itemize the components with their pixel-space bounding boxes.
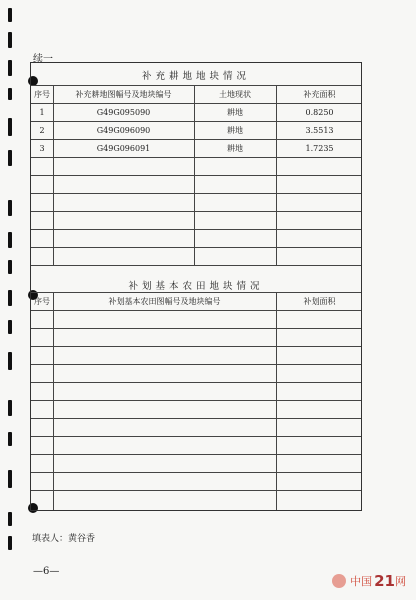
table1-row2-index: 2 [39,126,45,135]
binding-mark [8,352,12,370]
table1-row1-area: 0.8250 [305,108,334,117]
watermark-suffix: 网 [395,575,406,588]
binding-mark [8,8,12,22]
binding-mark [8,60,12,76]
binding-mark [8,432,12,446]
binding-mark [8,32,12,48]
table1-row3-index: 3 [39,144,45,153]
watermark-text: 中国 [350,575,373,588]
binding-mark [8,118,12,136]
binding-mark [8,232,12,248]
table1-row1-code: G49G095090 [96,108,151,117]
seal-icon [332,574,346,588]
binding-mark [8,150,12,166]
table2-title: 补划基本农田地块情况 [128,281,264,292]
continued-label: 续一 [33,54,53,65]
binding-mark [8,512,12,526]
binding-mark [8,536,12,550]
site-watermark [332,572,406,590]
table1-row3-area: 1.7235 [305,144,334,153]
binding-mark [8,320,12,334]
table1-row1-status: 耕地 [227,108,243,117]
table1-row3-code: G49G096091 [96,144,151,153]
binding-mark [8,470,12,488]
table1-row1-index: 1 [39,108,45,117]
table1-row2-status: 耕地 [227,126,243,135]
land-table [30,62,362,511]
form-filler: 填表人：黄谷香 [32,534,96,544]
table1-header-index: 序号 [34,90,50,99]
page-number: —6— [33,566,60,577]
watermark-number: 21 [374,572,395,590]
table2-header-index: 序号 [34,297,50,306]
binding-mark [8,88,12,100]
binding-mark [8,400,12,416]
table1-header-plot-code: 补充耕地图幅号及地块编号 [75,90,172,99]
table1-row2-area: 3.5513 [305,126,334,135]
binding-mark [8,290,12,306]
table1-header-area: 补充面积 [303,90,336,99]
table1-header-land-status: 土地现状 [219,90,251,99]
table1-row2-code: G49G096090 [96,126,151,135]
table1-title: 补充耕地地块情况 [141,71,250,82]
table2-header-area: 补划面积 [303,297,336,306]
table2-header-plot-code: 补划基本农田图幅号及地块编号 [108,297,221,306]
table1-row3-status: 耕地 [227,144,243,153]
binding-mark [8,200,12,216]
binding-mark [8,260,12,274]
